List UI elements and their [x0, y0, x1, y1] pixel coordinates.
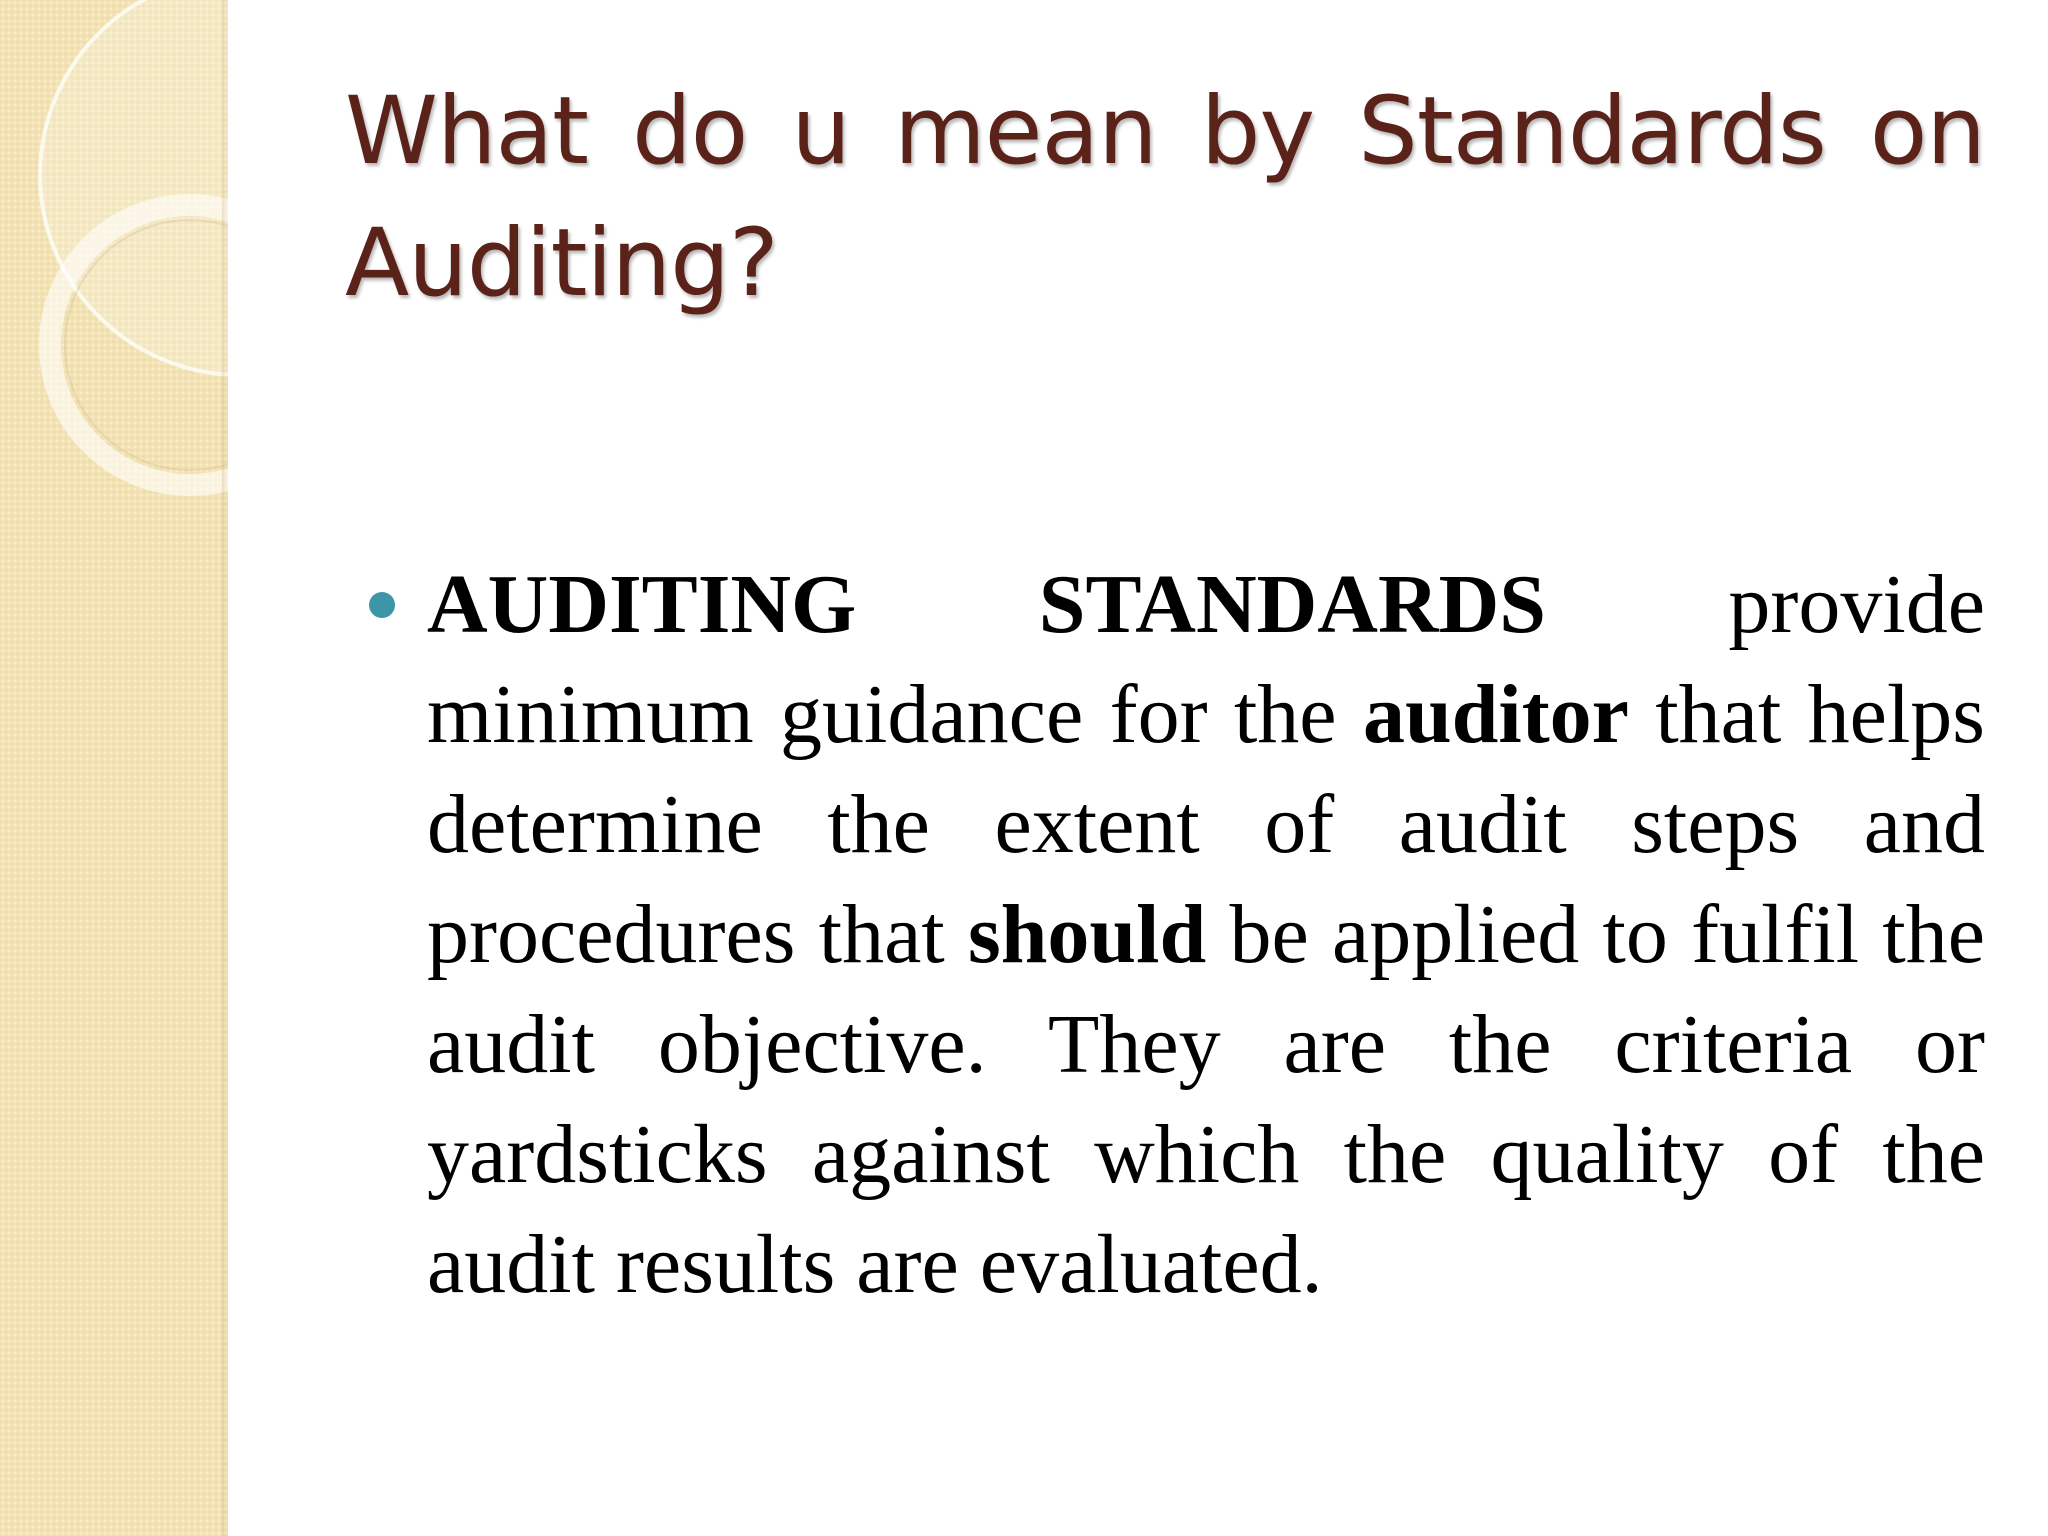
bullet-bold-segment: should — [968, 888, 1207, 981]
bullet-text-segment: be applied to fulfil the audit objective. They are the criteria or yardsticks against which the quality of the audit results are evaluated. — [427, 888, 1985, 1311]
bullet-bold-segment: AUDITING STANDARDS — [427, 558, 1546, 651]
bullet-dot-icon — [369, 592, 395, 618]
bullet-text — [427, 558, 1985, 1311]
decorative-side-band — [0, 0, 228, 1536]
bullet-text-segment: provide minimum guidance for the — [427, 558, 1985, 761]
slide-title: What do u mean by Standards on Auditing? — [345, 77, 1985, 318]
decorative-rings-icon — [0, 0, 228, 520]
bullet-list — [365, 550, 1985, 1320]
side-band-edge — [222, 0, 228, 1536]
bullet-text-segment: that helps determine the extent of audit steps and procedures that — [427, 668, 1985, 981]
bullet-item — [365, 550, 1985, 1320]
bullet-bold-segment: auditor — [1362, 668, 1629, 761]
